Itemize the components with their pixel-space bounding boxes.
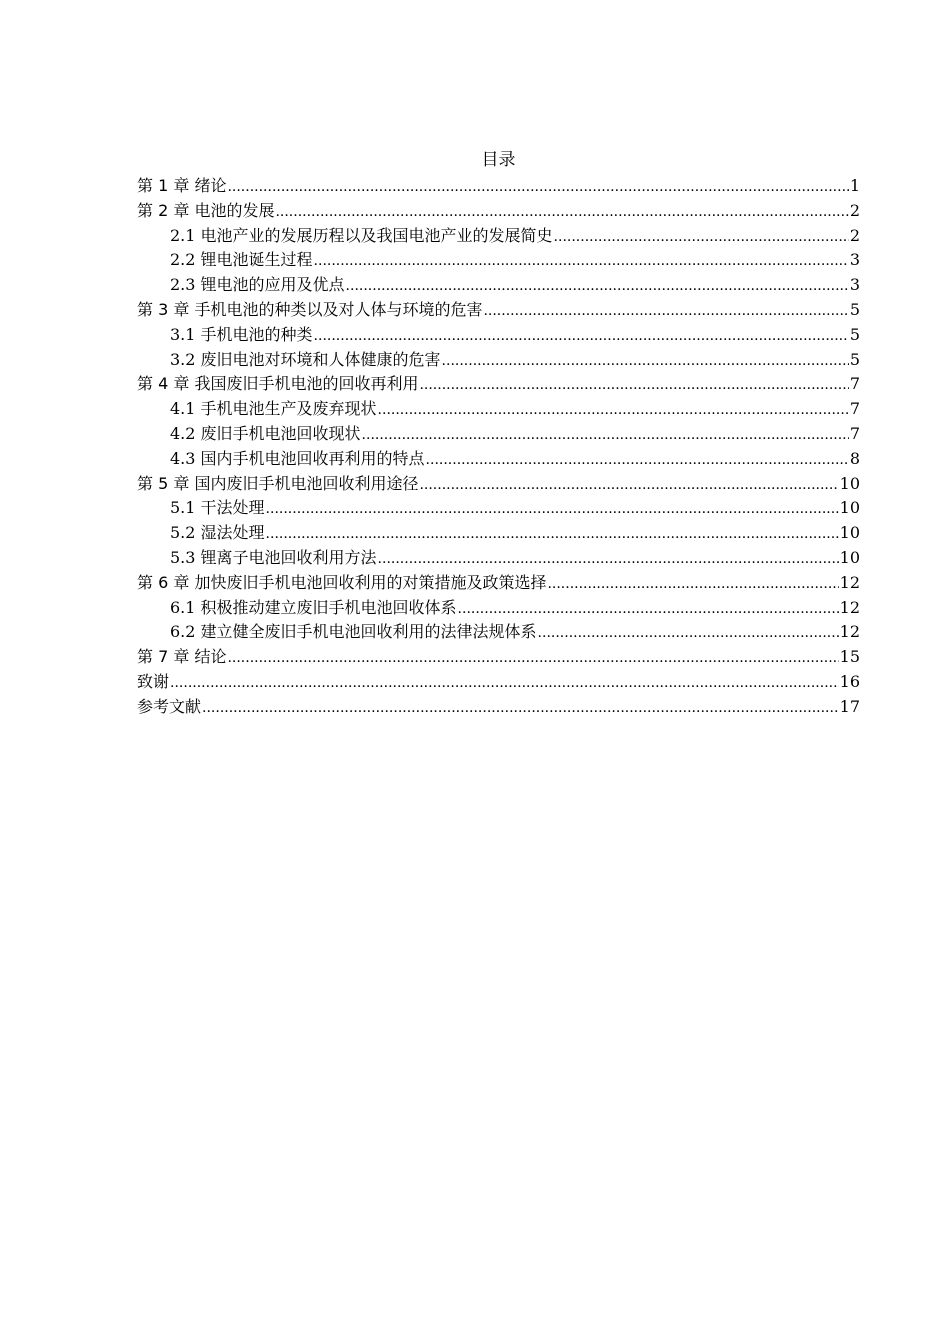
toc-dot-leader xyxy=(483,299,848,323)
toc-page-number: 12 xyxy=(839,572,860,592)
toc-section-entry[interactable] xyxy=(137,546,860,571)
toc-entry-title: 4.3 国内手机电池回收再利用的特点 xyxy=(170,448,425,468)
toc-dot-leader xyxy=(227,646,838,670)
toc-page-number: 3 xyxy=(849,275,860,295)
toc-dot-leader xyxy=(346,274,849,298)
toc-page-number: 17 xyxy=(839,696,860,716)
toc-section-entry[interactable] xyxy=(137,496,860,521)
toc-page-number: 3 xyxy=(849,250,860,270)
toc-page-number: 5 xyxy=(849,299,860,319)
toc-entry-title: 3.2 废旧电池对环境和人体健康的危害 xyxy=(170,349,441,369)
toc-chapter-entry[interactable] xyxy=(137,695,860,720)
toc-chapter-entry[interactable] xyxy=(137,199,860,224)
toc-dot-leader xyxy=(266,497,839,521)
toc-entry-title: 6.2 建立健全废旧手机电池回收利用的法律法规体系 xyxy=(170,622,537,642)
toc-dot-leader xyxy=(314,249,849,273)
toc-entry-title: 2.2 锂电池诞生过程 xyxy=(170,250,313,270)
toc-entry-title: 3.1 手机电池的种类 xyxy=(170,324,313,344)
toc-entry-title: 4.2 废旧手机电池回收现状 xyxy=(170,423,361,443)
toc-entry-title: 致谢 xyxy=(137,671,170,691)
toc-list xyxy=(137,174,860,720)
toc-page-number: 10 xyxy=(839,498,860,518)
toc-entry-title: 第 3 章 手机电池的种类以及对人体与环境的危害 xyxy=(137,299,483,319)
toc-dot-leader xyxy=(202,696,839,720)
toc-section-entry[interactable] xyxy=(137,521,860,546)
toc-page-number: 1 xyxy=(849,176,860,195)
toc-entry-title: 第 2 章 电池的发展 xyxy=(137,200,275,220)
toc-entry-title: 第 4 章 我国废旧手机电池的回收再利用 xyxy=(137,374,419,394)
toc-page-number: 12 xyxy=(839,597,860,617)
toc-section-entry[interactable] xyxy=(137,248,860,273)
toc-dot-leader xyxy=(227,175,848,199)
toc-dot-leader xyxy=(554,225,849,249)
toc-chapter-entry[interactable] xyxy=(137,645,860,670)
toc-entry-title: 6.1 积极推动建立废旧手机电池回收体系 xyxy=(170,597,457,617)
toc-entry-title: 参考文献 xyxy=(137,696,202,716)
toc-entry-title: 第 7 章 结论 xyxy=(137,647,227,667)
toc-entry-title: 5.2 湿法处理 xyxy=(170,523,265,543)
toc-entry-title: 第 5 章 国内废旧手机电池回收利用途径 xyxy=(137,473,419,493)
toc-entry-title: 第 6 章 加快废旧手机电池回收利用的对策措施及政策选择 xyxy=(137,572,547,592)
toc-page-number: 5 xyxy=(849,349,860,369)
toc-entry-title: 5.1 干法处理 xyxy=(170,498,265,518)
toc-entry-title: 2.1 电池产业的发展历程以及我国电池产业的发展简史 xyxy=(170,225,553,245)
toc-chapter-entry[interactable] xyxy=(137,472,860,497)
toc-section-entry[interactable] xyxy=(137,348,860,373)
toc-chapter-entry[interactable] xyxy=(137,372,860,397)
toc-dot-leader xyxy=(419,373,848,397)
toc-dot-leader xyxy=(378,547,839,571)
toc-dot-leader xyxy=(275,200,848,224)
toc-page-number: 7 xyxy=(849,374,860,394)
toc-page-number: 7 xyxy=(849,423,860,443)
toc-page-number: 10 xyxy=(839,523,860,543)
toc-dot-leader xyxy=(426,448,849,472)
toc-page-number: 12 xyxy=(839,622,860,642)
toc-entry-title: 5.3 锂离子电池回收利用方法 xyxy=(170,547,377,567)
toc-page-number: 10 xyxy=(839,473,860,493)
toc-section-entry[interactable] xyxy=(137,224,860,249)
toc-dot-leader xyxy=(170,671,839,695)
toc-dot-leader xyxy=(419,473,838,497)
toc-section-entry[interactable] xyxy=(137,323,860,348)
toc-section-entry[interactable] xyxy=(137,447,860,472)
toc-title: 目录 xyxy=(481,150,516,170)
toc-dot-leader xyxy=(362,423,849,447)
toc-dot-leader xyxy=(538,621,839,645)
toc-section-entry[interactable] xyxy=(137,422,860,447)
toc-page-number: 16 xyxy=(839,671,860,691)
toc-page-number: 2 xyxy=(849,200,860,220)
table-of-contents xyxy=(137,148,860,720)
toc-chapter-entry[interactable] xyxy=(137,174,860,199)
toc-page-number: 7 xyxy=(849,399,860,419)
toc-dot-leader xyxy=(266,522,839,546)
toc-dot-leader xyxy=(314,324,849,348)
toc-page-number: 10 xyxy=(839,547,860,567)
toc-chapter-entry[interactable] xyxy=(137,298,860,323)
toc-section-entry[interactable] xyxy=(137,620,860,645)
toc-page-number: 2 xyxy=(849,225,860,245)
toc-chapter-entry[interactable] xyxy=(137,571,860,596)
toc-section-entry[interactable] xyxy=(137,273,860,298)
toc-dot-leader xyxy=(442,349,849,373)
toc-entry-title: 4.1 手机电池生产及废弃现状 xyxy=(170,399,377,419)
toc-entry-title: 第 1 章 绪论 xyxy=(137,176,227,195)
toc-dot-leader xyxy=(378,398,849,422)
toc-page-number: 15 xyxy=(839,647,860,667)
toc-section-entry[interactable] xyxy=(137,596,860,621)
toc-dot-leader xyxy=(458,597,839,621)
toc-entry-title: 2.3 锂电池的应用及优点 xyxy=(170,275,345,295)
toc-chapter-entry[interactable] xyxy=(137,670,860,695)
toc-page-number: 8 xyxy=(849,448,860,468)
toc-page-number: 5 xyxy=(849,324,860,344)
toc-dot-leader xyxy=(547,572,838,596)
toc-section-entry[interactable] xyxy=(137,397,860,422)
